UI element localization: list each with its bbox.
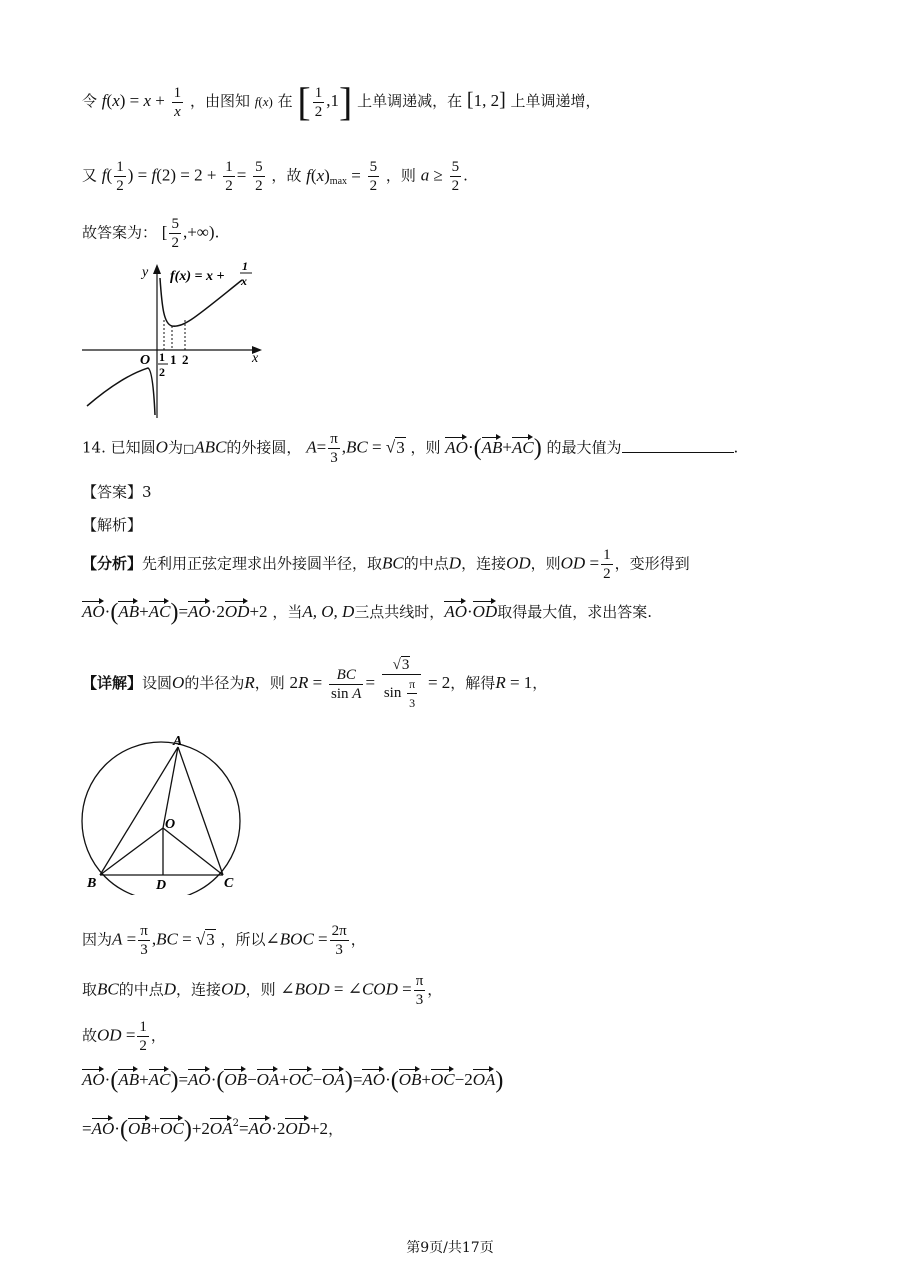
circle-figure — [78, 735, 248, 895]
step-midpoint: 取BC的中点D，连接OD，则 ∠BOD = ∠COD = $\frac{\pi}{3}$ ， — [82, 973, 443, 1008]
tick-1: 1 — [170, 352, 177, 367]
line-answer-interval: 故答案为： [ $\frac{5}{2}$ ,+∞). — [82, 216, 220, 251]
question-14: 14. 已知圆O为□ABC的外接圆， A= $\frac{\pi}{3}$ ,BC = √3 ，则 AO·(AB+AC) 的最大值为 . — [82, 431, 739, 466]
point-C: C — [224, 876, 234, 891]
page-footer: 第9页/共17页 — [406, 1240, 494, 1256]
function-graph — [82, 258, 282, 423]
analysis-summary-2: AO·(AB+AC)=AO·2OD+2 ，当A, O, D三点共线时，AO·OD取得最大值，求出答案. — [82, 599, 652, 626]
line-max: 又 f( $\frac{1}{2}$ ) = f(2) = 2 + $\frac{1}{2}$ = $\frac{5}{2}$ ，故 $f(x)_{max}$ = $\frac{5}{2}$ ，则 a ≥ $\frac{5}{2}$ . — [82, 159, 468, 194]
point-B: B — [87, 876, 97, 891]
origin-label: O — [140, 353, 151, 368]
line-monotonic: 令 f(x) = x + $\frac{1}{x}$ ，由图知 f(x) 在 [ $\frac{1}{2}$ ,1] 上单调递减，在 [1, 2] 上单调递增， — [82, 79, 601, 124]
tick-half-num: 1 — [159, 350, 165, 364]
detailed-solution: 【详解】设圆O的半径为R，则 2R = $\frac{BC}{\text{sin A}}$ = √3 sin $\frac{\pi}{3}$ = 2，解得R = 1， — [82, 657, 548, 710]
answer: 【答案】3 — [82, 483, 152, 501]
point-O: O — [165, 817, 176, 832]
x-axis-label: x — [252, 351, 259, 366]
step-angle: 因为A = $\frac{\pi}{3}$ ,BC = √3 ，所以∠BOC = $\frac{2\pi}{3}$ ， — [82, 923, 366, 958]
analysis-summary: 【分析】先利用正弦定理求出外接圆半径，取BC的中点D，连接OD，则OD = $\frac{1}{2}$ ，变形得到 — [82, 547, 690, 582]
answer-blank — [622, 438, 734, 453]
svg-text:1: 1 — [242, 259, 248, 273]
analysis-heading: 【解析】 — [82, 516, 143, 534]
point-A: A — [173, 735, 183, 749]
step-od: 故OD = $\frac{1}{2}$ ， — [82, 1019, 166, 1054]
svg-text:x: x — [241, 274, 247, 288]
step-vector-1: AO·(AB+AC)=AO·(OB−OA+OC−OA)=AO·(OB+OC−2OA) — [82, 1067, 504, 1094]
point-D: D — [156, 878, 167, 893]
step-vector-2: $=AO\cdot(OB+OC)+2OA^2=AO\cdot 2OD+2$， — [82, 1116, 344, 1143]
tick-half-den: 2 — [159, 365, 165, 379]
func-label: f(x) = x + — [170, 269, 225, 284]
tick-2: 2 — [182, 352, 189, 367]
y-axis-label: y — [142, 265, 149, 280]
